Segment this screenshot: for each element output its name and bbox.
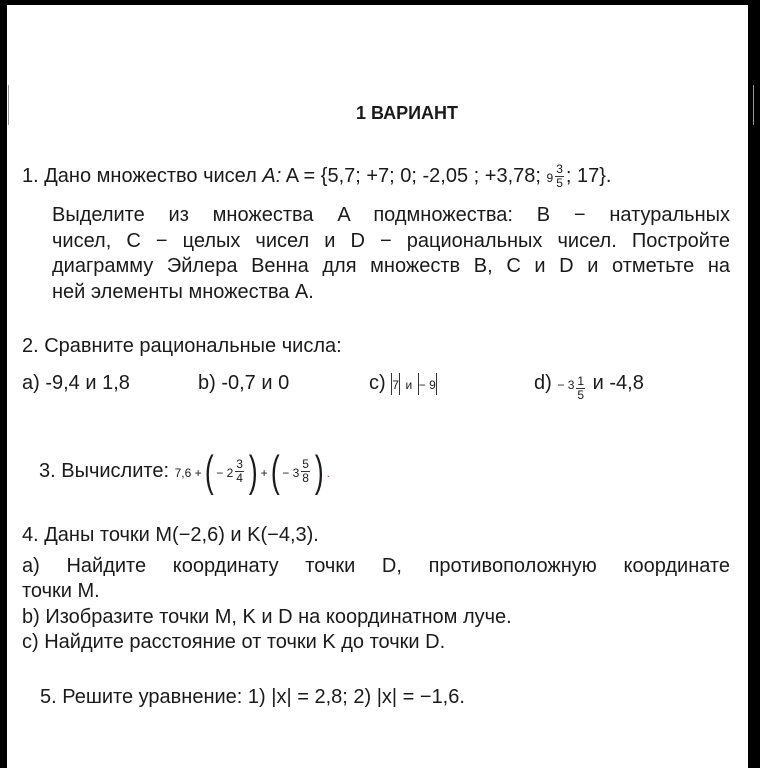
task4-line: b) Изобразите точки M, K и D на координатном луче. bbox=[22, 606, 512, 628]
fraction bbox=[555, 163, 564, 190]
task1-line: Выделите из множества A подмножества: B − натуральных bbox=[52, 204, 730, 226]
worksheet-page bbox=[7, 5, 748, 768]
task2-d bbox=[534, 371, 644, 402]
paren: ( bbox=[204, 446, 214, 496]
item-label: d) bbox=[534, 372, 552, 394]
task1-intro: Дано множество чисел bbox=[44, 164, 257, 187]
task2-a: a) -9,4 и 1,8 bbox=[22, 372, 130, 394]
mixed-whole: − 2 bbox=[216, 466, 234, 480]
numerator: 3 bbox=[236, 457, 243, 472]
task2-heading: 2. Сравните рациональные числа: bbox=[22, 335, 342, 357]
mixed-whole: − 3 bbox=[282, 466, 300, 480]
task4-line: точки M. bbox=[22, 580, 100, 602]
mixed-whole: 9 bbox=[546, 170, 554, 185]
task1-line: чисел, C − целых чисел и D − рациональных чисел. Постройте bbox=[52, 230, 730, 252]
task4-line: a) Найдите координату точки D, противоположную координате bbox=[22, 555, 730, 577]
task4-line: c) Найдите расстояние от точки K до точки D. bbox=[22, 631, 446, 653]
paren: ) bbox=[314, 446, 324, 496]
fraction bbox=[576, 375, 585, 402]
numerator: 3 bbox=[556, 162, 563, 176]
abs-bar bbox=[436, 373, 437, 395]
paren: ) bbox=[248, 446, 258, 496]
task1-line: ней элементы множества A. bbox=[52, 281, 314, 303]
task2-c bbox=[369, 371, 437, 397]
paren: ( bbox=[270, 446, 280, 496]
variant-title: 1 ВАРИАНТ bbox=[355, 103, 459, 123]
conjunction: и bbox=[405, 378, 413, 392]
denominator: 4 bbox=[236, 471, 243, 486]
numerator: 5 bbox=[302, 457, 309, 472]
task4-line: 4. Даны точки M(−2,6) и K(−4,3). bbox=[22, 524, 319, 546]
fraction bbox=[235, 458, 244, 485]
task1-line: диаграмму Эйлера Венна для множеств B, C и D и отметьте на bbox=[52, 255, 730, 277]
item-label: c) bbox=[369, 372, 386, 394]
denominator: 5 bbox=[556, 176, 563, 190]
term: 7,6 + bbox=[174, 466, 202, 480]
task3-heading: 3. Вычислите: bbox=[39, 460, 169, 482]
task2-b: b) -0,7 и 0 bbox=[198, 372, 290, 394]
abs-value: 7 bbox=[392, 378, 399, 392]
abs-value: − 9 bbox=[418, 378, 436, 392]
set-name: A: bbox=[262, 164, 282, 187]
task1-statement bbox=[22, 163, 611, 190]
set-expression: A = {5,7; +7; 0; -2,05 ; +3,78; bbox=[285, 164, 541, 187]
operator: + bbox=[260, 466, 268, 480]
task-number: 1. bbox=[22, 164, 39, 187]
abs-bar bbox=[399, 373, 400, 395]
period: . bbox=[326, 466, 330, 480]
denominator: 8 bbox=[302, 471, 309, 486]
comparison-rest: и -4,8 bbox=[592, 372, 644, 394]
denominator: 5 bbox=[577, 388, 585, 402]
set-end: ; 17}. bbox=[565, 164, 612, 187]
task5: 5. Решите уравнение: 1) |x| = 2,8; 2) |x| = −1,6. bbox=[40, 686, 465, 708]
numerator: 1 bbox=[577, 374, 585, 388]
task3 bbox=[39, 446, 330, 498]
mixed-whole: − 3 bbox=[557, 378, 575, 392]
fraction bbox=[301, 458, 310, 485]
